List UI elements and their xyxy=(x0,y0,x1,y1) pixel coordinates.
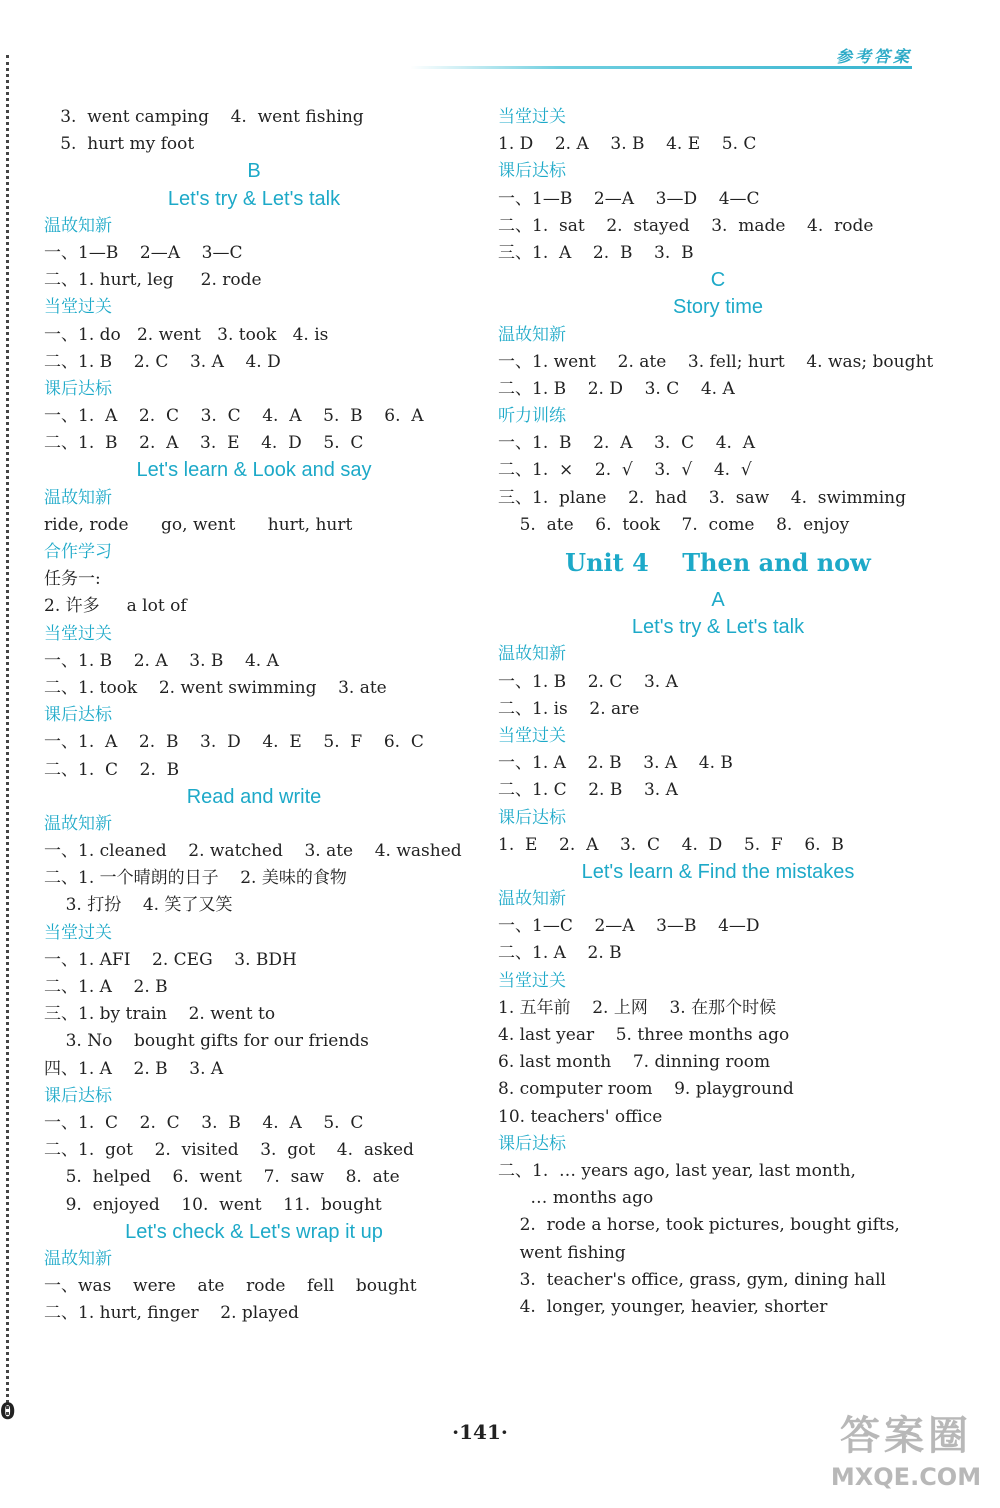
corner-mark: 0 xyxy=(0,1400,16,1425)
left-answer-line: 一、1. do 2. went 3. took 4. is xyxy=(44,324,329,345)
right-section-heading: 课后达标 xyxy=(498,1133,566,1154)
left-answer-line: 二、1. hurt, finger 2. played xyxy=(44,1303,299,1324)
right-answer-line: 二、1. is 2. are xyxy=(498,698,640,719)
right-answer-line: 二、1. B 2. D 3. C 4. A xyxy=(498,378,735,399)
left-answer-line: 二、1. got 2. visited 3. got 4. asked xyxy=(44,1140,414,1161)
left-answer-line: 一、1. AFI 2. CEG 3. BDH xyxy=(44,949,297,970)
right-answer-line: 3. teacher's office, grass, gym, dining hall xyxy=(498,1269,886,1290)
right-answer-line: 一、1. B 2. C 3. A xyxy=(498,671,678,692)
right-answer-line: 一、1—C 2—A 3—B 4—D xyxy=(498,916,760,937)
right-lesson-heading: Story time xyxy=(672,296,764,319)
left-lesson-heading: Let's try & Let's talk xyxy=(167,187,341,210)
watermark xyxy=(816,1410,996,1500)
right-section-heading: 当堂过关 xyxy=(498,107,566,127)
left-answer-line: 三、1. by train 2. went to xyxy=(44,1004,276,1025)
right-answer-line: 二、1. C 2. B 3. A xyxy=(498,780,678,801)
left-answer-line: 二、1. took 2. went swimming 3. ate xyxy=(44,677,387,698)
left-answer-line: 一、1. cleaned 2. watched 3. ate 4. washed xyxy=(44,841,462,862)
right-section-heading: 课后达标 xyxy=(498,807,566,828)
right-lesson-heading: C xyxy=(710,269,726,292)
header-title: 参考答案 xyxy=(835,47,912,66)
right-section-heading: 温故知新 xyxy=(498,644,566,665)
left-answer-line: 3. 打扮 4. 笑了又笑 xyxy=(44,895,233,916)
right-section-heading: 当堂过关 xyxy=(498,970,566,991)
right-answer-line: 二、1. sat 2. stayed 3. made 4. rode xyxy=(498,215,874,236)
left-section-heading: 课后达标 xyxy=(44,705,112,726)
left-answer-line: 一、1—B 2—A 3—C xyxy=(44,242,243,263)
left-section-heading: 温故知新 xyxy=(44,1248,112,1269)
right-answer-line: 10. teachers' office xyxy=(498,1106,663,1127)
right-section-heading: 温故知新 xyxy=(498,324,566,345)
left-answer-line: 任务一: xyxy=(44,569,101,590)
left-lesson-heading: Let's check & Let's wrap it up xyxy=(125,1220,383,1243)
left-column xyxy=(44,104,464,1327)
left-section-heading: 温故知新 xyxy=(44,813,112,834)
right-answer-line: 1. D 2. A 3. B 4. E 5. C xyxy=(498,134,757,155)
right-answer-line: 二、1. A 2. B xyxy=(498,943,622,964)
left-section-heading: 当堂过关 xyxy=(44,922,112,943)
left-answer-line: 一、1. C 2. C 3. B 4. A 5. C xyxy=(44,1112,364,1133)
left-lesson-heading: Read and write xyxy=(186,785,322,808)
left-answer-line: 二、1. C 2. B xyxy=(44,759,180,780)
left-answer-line: 二、1. B 2. C 3. A 4. D xyxy=(44,351,281,372)
right-answer-line: 一、1. went 2. ate 3. fell; hurt 4. was; bought xyxy=(498,351,934,372)
left-answer-line: 一、1. A 2. B 3. D 4. E 5. F 6. C xyxy=(44,732,424,753)
left-lesson-heading: Let's learn & Look and say xyxy=(136,459,372,482)
left-section-heading: 课后达标 xyxy=(44,378,112,399)
left-answer-line: 9. enjoyed 10. went 11. bought xyxy=(44,1194,382,1215)
left-answer-line: 四、1. A 2. B 3. A xyxy=(44,1058,224,1079)
left-answer-line: 2. 许多 a lot of xyxy=(44,596,187,617)
right-answer-line: 二、1. × 2. √ 3. √ 4. √ xyxy=(498,460,752,481)
right-answer-line: 三、1. A 2. B 3. B xyxy=(498,242,694,263)
left-answer-line: 3. went camping 4. went fishing xyxy=(44,107,364,127)
right-section-heading: 课后达标 xyxy=(498,161,566,182)
right-answer-line: 8. computer room 9. playground xyxy=(498,1079,794,1100)
right-section-heading: 温故知新 xyxy=(498,889,566,910)
left-answer-line: 一、1. A 2. C 3. C 4. A 5. B 6. A xyxy=(44,406,424,427)
right-answer-line: 5. ate 6. took 7. come 8. enjoy xyxy=(498,514,850,535)
right-answer-line: 2. rode a horse, took pictures, bought gifts, xyxy=(498,1215,900,1236)
left-answer-line: 5. hurt my foot xyxy=(44,134,195,155)
left-answer-line: 二、1. hurt, leg 2. rode xyxy=(44,270,262,291)
left-section-heading: 温故知新 xyxy=(44,487,112,508)
left-lesson-heading: B xyxy=(247,160,261,183)
watermark-cn: 答案圈 xyxy=(840,1413,972,1459)
right-lesson-heading: A xyxy=(711,589,725,611)
right-lesson-heading: Let's try & Let's talk xyxy=(631,616,805,639)
left-answer-line: 3. No bought gifts for our friends xyxy=(44,1031,369,1052)
right-answer-line: 三、1. plane 2. had 3. saw 4. swimming xyxy=(498,487,907,508)
right-answer-line: 一、1—B 2—A 3—D 4—C xyxy=(498,188,760,209)
right-answer-line: 二、1. … years ago, last year, last month, xyxy=(498,1160,856,1181)
left-answer-line: 一、was were ate rode fell bought xyxy=(44,1276,417,1297)
right-section-heading: 听力训练 xyxy=(498,406,566,427)
right-answer-line: 1. E 2. A 3. C 4. D 5. F 6. B xyxy=(498,834,844,855)
right-answer-line: 一、1. A 2. B 3. A 4. B xyxy=(498,753,733,774)
left-section-heading: 当堂过关 xyxy=(44,297,112,318)
left-answer-line: 二、1. A 2. B xyxy=(44,977,168,997)
left-answer-line: 一、1. B 2. A 3. B 4. A xyxy=(44,650,279,671)
watermark-en: MXQE.COM xyxy=(830,1463,982,1491)
left-section-heading: 当堂过关 xyxy=(44,623,112,644)
header-rule xyxy=(410,66,912,69)
left-section-heading: 合作学习 xyxy=(44,542,112,562)
right-section-heading: 当堂过关 xyxy=(498,725,566,746)
right-column xyxy=(498,104,938,1321)
binding-dots xyxy=(6,55,9,1415)
left-section-heading: 课后达标 xyxy=(44,1085,112,1106)
left-section-heading: 温故知新 xyxy=(44,215,112,236)
left-answer-line: 二、1. B 2. A 3. E 4. D 5. C xyxy=(44,433,364,454)
left-answer-line: 二、1. 一个晴朗的日子 2. 美味的食物 xyxy=(44,868,347,889)
right-answer-line: 6. last month 7. dinning room xyxy=(498,1052,771,1073)
right-answer-line: 4. last year 5. three months ago xyxy=(498,1025,790,1045)
page-number: ·141· xyxy=(452,1420,508,1444)
right-answer-line: 4. longer, younger, heavier, shorter xyxy=(498,1296,828,1317)
left-answer-line: ride, rode go, went hurt, hurt xyxy=(44,514,353,535)
right-answer-line: 1. 五年前 2. 上网 3. 在那个时候 xyxy=(498,997,777,1018)
left-answer-line: 5. helped 6. went 7. saw 8. ate xyxy=(44,1167,400,1188)
right-answer-line: went fishing xyxy=(498,1242,626,1263)
right-answer-line: 一、1. B 2. A 3. C 4. A xyxy=(498,433,756,454)
right-answer-line: … months ago xyxy=(498,1188,654,1209)
right-lesson-heading: Let's learn & Find the mistakes xyxy=(581,860,855,883)
right-unit-title: Unit 4 Then and now xyxy=(565,548,871,577)
